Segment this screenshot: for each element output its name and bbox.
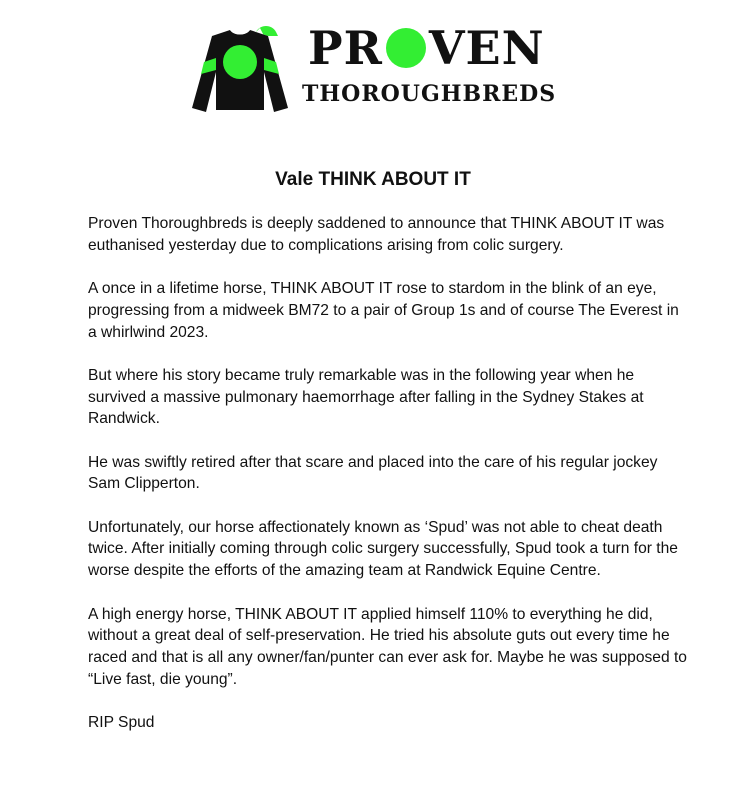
brand-name: [308, 22, 545, 74]
brand-name-left: PR: [308, 21, 383, 75]
paragraph-haemorrhage: But where his story became truly remarkable was in the following year when he survived a massive pulmonary haemorrhage after falling in the Sydney Stakes at Randwick.: [88, 366, 644, 428]
signoff: RIP Spud: [88, 714, 155, 732]
article-body: [88, 213, 688, 734]
paragraph-retirement: He was swiftly retired after that scare and placed into the care of his regular jockey Sam Clipperton.: [88, 453, 658, 493]
brand-subtitle: THOROUGHBREDS: [302, 81, 557, 107]
brand-name-right: VEN: [428, 21, 545, 75]
paragraph-tribute: A high energy horse, THINK ABOUT IT applied himself 110% to everything he did, without a great deal of self-preservation. He tried his absolute guts out every time he raced and that is all any owner/fan/punter can ever ask for. Maybe he was supposed to “Live fast, die young”.: [88, 605, 687, 688]
page-title: Vale THINK ABOUT IT: [275, 169, 471, 190]
brand-logo: [190, 22, 560, 114]
paragraph-announcement: Proven Thoroughbreds is deeply saddened to announce that THINK ABOUT IT was euthanised yesterday due to complications arising from colic surgery.: [88, 215, 665, 254]
brand-o-dot: [386, 28, 426, 68]
paragraph-surgery: Unfortunately, our horse affectionately known as ‘Spud’ was not able to cheat death twice. After initially coming through colic surgery successfully, Spud took a turn for the worse despite the efforts of the amazing team at Randwick Equine Centre.: [88, 518, 678, 580]
jockey-silks-icon: [190, 22, 290, 114]
paragraph-stardom: A once in a lifetime horse, THINK ABOUT IT rose to stardom in the blink of an eye, progressing from a midweek BM72 to a pair of Group 1s and of course The Everest in a whirlwind 2023.: [88, 280, 679, 341]
